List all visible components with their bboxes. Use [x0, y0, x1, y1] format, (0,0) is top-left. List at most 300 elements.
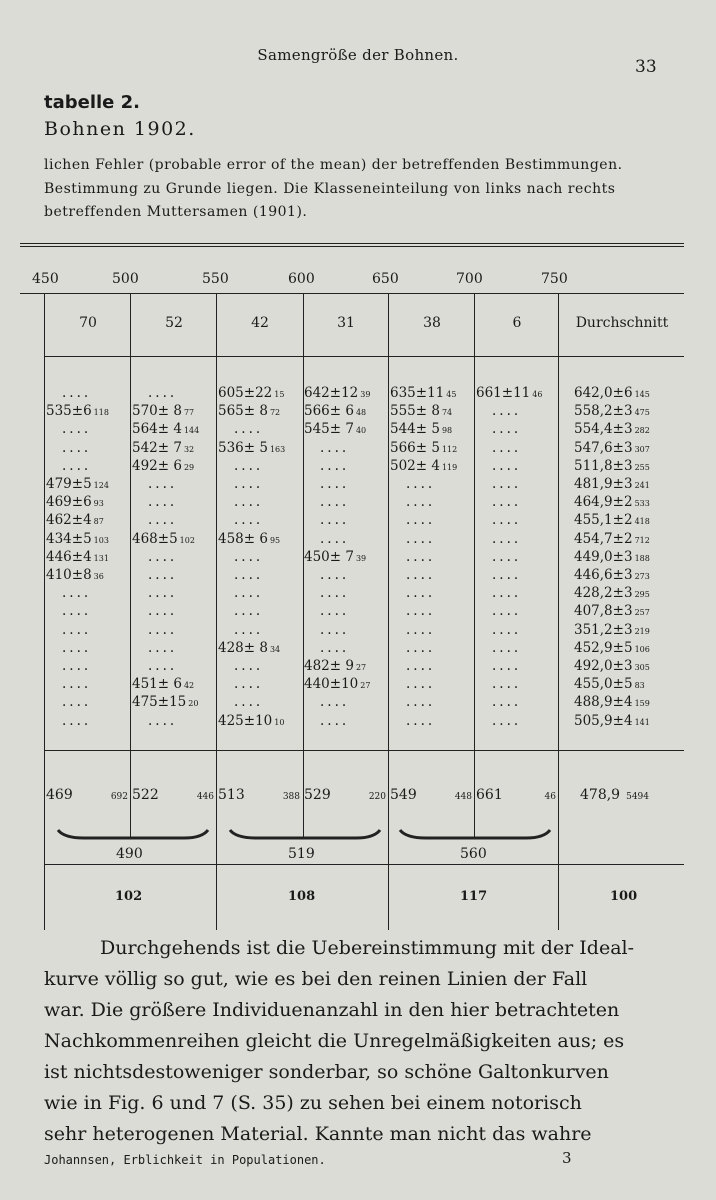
- empty-cell-dots: ....: [320, 494, 350, 511]
- cell-mean: 468±5: [132, 530, 178, 547]
- table-cell: [148, 494, 177, 510]
- cell-count: 72: [269, 408, 281, 418]
- table-cell: [320, 694, 349, 710]
- table-rule: [44, 864, 684, 865]
- cell-count: 305: [634, 663, 650, 672]
- empty-cell-dots: ....: [406, 712, 436, 729]
- cell-count: 273: [634, 572, 650, 581]
- table-cell: [148, 385, 177, 401]
- cell-count: 102: [179, 535, 195, 545]
- table-cell: [406, 658, 435, 674]
- empty-cell-dots: ....: [148, 494, 178, 511]
- empty-cell-dots: ....: [406, 694, 436, 711]
- cell-mean: 455,1±2: [574, 512, 633, 529]
- scale-label: 750: [541, 271, 568, 287]
- cell-count: 307: [634, 444, 650, 454]
- empty-cell-dots: ....: [234, 548, 264, 565]
- table-cell: [62, 458, 91, 474]
- empty-cell-dots: ....: [406, 603, 436, 620]
- table-cell: [304, 421, 366, 437]
- empty-cell-dots: ....: [492, 530, 522, 547]
- empty-cell-dots: ....: [320, 694, 350, 711]
- column-divider: [474, 293, 475, 838]
- cell-count: 131: [93, 553, 109, 563]
- table-cell: [234, 421, 263, 437]
- table-rule: [20, 243, 684, 244]
- table-cell: [234, 476, 263, 492]
- cell-mean: 481,9±3: [574, 476, 633, 492]
- table-cell: [148, 476, 177, 492]
- table-cell: [62, 421, 91, 437]
- cell-count: 93: [93, 499, 104, 509]
- table-cell: [390, 458, 457, 474]
- body-text-line: Durchgehends ist die Uebereinstimmung mit der Ideal-: [100, 937, 635, 959]
- cell-mean: 511,8±3: [574, 457, 633, 474]
- cell-mean: 455,0±5: [574, 676, 633, 693]
- empty-cell-dots: ....: [492, 603, 522, 620]
- cell-mean: 410±8: [46, 567, 92, 583]
- table-cell: [320, 640, 349, 656]
- column-header: 52: [165, 315, 183, 331]
- table-rule: [44, 356, 684, 357]
- table-cell: [492, 531, 521, 547]
- table-cell: [406, 585, 435, 601]
- table-cell: [132, 458, 194, 474]
- empty-cell-dots: ....: [492, 712, 522, 729]
- table-cell: [406, 676, 435, 692]
- empty-cell-dots: ....: [492, 494, 522, 511]
- cell-count: 418: [634, 517, 650, 527]
- cell-count: 46: [532, 390, 543, 399]
- column-header: 38: [423, 315, 441, 331]
- table-cell: [234, 676, 263, 692]
- body-text-line: war. Die größere Individuenanzahl in den hier betrachteten: [44, 999, 620, 1021]
- table-cell: [574, 713, 650, 729]
- empty-cell-dots: ....: [148, 603, 178, 620]
- table-cell: [390, 403, 452, 419]
- table-cell: [46, 531, 109, 547]
- table-cell: [574, 385, 650, 401]
- cell-count: 39: [360, 390, 371, 399]
- table-cell: [148, 512, 177, 528]
- cell-mean: 554,4±3: [574, 421, 633, 438]
- empty-cell-dots: ....: [234, 476, 264, 492]
- scale-label: 550: [202, 271, 229, 287]
- empty-cell-dots: ....: [148, 548, 178, 565]
- cell-mean: 446±4: [46, 548, 92, 565]
- table-subtitle: Bohnen 1902.: [44, 118, 196, 140]
- total-cell: [390, 787, 472, 803]
- empty-cell-dots: ....: [320, 603, 350, 620]
- pair-mean: 560: [460, 846, 487, 862]
- table-cell: [574, 640, 650, 656]
- cell-count: 98: [441, 426, 453, 436]
- cell-mean: 407,8±3: [574, 603, 633, 620]
- scale-label: 500: [112, 271, 139, 287]
- cell-count: 48: [355, 408, 367, 418]
- table-cell: [492, 640, 521, 656]
- table-cell: [218, 403, 280, 419]
- cell-mean: 488,9±4: [574, 694, 633, 711]
- table-cell: [574, 512, 650, 528]
- empty-cell-dots: ....: [406, 494, 436, 511]
- table-cell: [218, 531, 280, 547]
- cell-mean: 570± 8: [132, 403, 182, 420]
- empty-cell-dots: ....: [148, 712, 178, 729]
- table-cell: [148, 585, 177, 601]
- column-divider: [130, 293, 131, 838]
- table-cell: [234, 458, 263, 474]
- empty-cell-dots: ....: [320, 439, 350, 456]
- total-count: 448: [454, 792, 472, 802]
- table-cell: [492, 676, 521, 692]
- table-cell: [148, 603, 177, 619]
- total-count: 5494: [626, 792, 649, 802]
- table-cell: [320, 567, 349, 583]
- table-cell: [234, 567, 263, 583]
- cell-mean: 428,2±3: [574, 585, 633, 602]
- table-cell: [62, 440, 91, 456]
- table-cell: [46, 403, 109, 419]
- table-rule: [44, 750, 684, 751]
- cell-count: 36: [93, 572, 104, 581]
- cell-mean: 544± 5: [390, 421, 440, 438]
- total-count: 692: [110, 792, 128, 802]
- empty-cell-dots: ....: [492, 585, 522, 602]
- table-cell: [574, 549, 650, 565]
- cell-count: 39: [355, 553, 367, 563]
- cell-count: 32: [183, 444, 195, 454]
- empty-cell-dots: ....: [320, 639, 350, 656]
- total-mean: 469: [46, 787, 73, 803]
- cell-count: 83: [634, 681, 645, 691]
- cell-count: 112: [441, 444, 458, 454]
- table-rule: [20, 246, 684, 247]
- cell-mean: 434±5: [46, 530, 92, 547]
- empty-cell-dots: ....: [406, 476, 436, 492]
- table-cell: [574, 494, 650, 510]
- cell-count: 95: [269, 535, 281, 545]
- table-cell: [62, 676, 91, 692]
- table-cell: [492, 403, 521, 419]
- total-count: 220: [368, 792, 386, 802]
- table-cell: [46, 567, 104, 583]
- cell-mean: 635±11: [390, 385, 445, 401]
- total-cell: [304, 787, 386, 803]
- empty-cell-dots: ....: [320, 476, 350, 492]
- empty-cell-dots: ....: [492, 621, 522, 638]
- table-cell: [390, 385, 456, 401]
- table-cell: [304, 403, 366, 419]
- empty-cell-dots: ....: [148, 512, 178, 529]
- empty-cell-dots: ....: [320, 712, 350, 729]
- cell-count: 144: [183, 426, 200, 436]
- empty-cell-dots: ....: [62, 639, 92, 656]
- cell-mean: 502± 4: [390, 457, 440, 474]
- column-divider: [303, 293, 304, 838]
- cell-count: 74: [441, 408, 453, 418]
- total-mean: 529: [304, 787, 331, 803]
- running-title: Samengröße der Bohnen.: [257, 46, 459, 64]
- empty-cell-dots: ....: [406, 658, 436, 674]
- table-cell: [492, 694, 521, 710]
- cell-count: 124: [93, 481, 109, 490]
- table-cell: [132, 676, 194, 692]
- table-cell: [46, 549, 109, 565]
- table-cell: [132, 531, 195, 547]
- table-cell: [234, 603, 263, 619]
- empty-cell-dots: ....: [148, 621, 178, 638]
- table-cell: [492, 476, 521, 492]
- empty-cell-dots: ....: [320, 621, 350, 638]
- table-cell: [574, 658, 650, 674]
- table-cell: [492, 603, 521, 619]
- cell-count: 40: [355, 426, 367, 436]
- empty-cell-dots: ....: [234, 585, 264, 602]
- cell-count: 45: [446, 390, 457, 399]
- table-cell: [234, 694, 263, 710]
- table-cell: [320, 713, 349, 729]
- table-cell: [492, 421, 521, 437]
- cell-count: 145: [634, 390, 650, 399]
- cell-count: 29: [183, 462, 195, 472]
- empty-cell-dots: ....: [62, 439, 92, 456]
- cell-count: 188: [634, 553, 650, 563]
- empty-cell-dots: ....: [62, 694, 92, 711]
- cell-count: 295: [634, 590, 650, 600]
- cell-count: 15: [274, 390, 285, 399]
- table-cell: [320, 622, 349, 638]
- empty-cell-dots: ....: [320, 530, 350, 547]
- table-cell: [574, 458, 650, 474]
- table-cell: [320, 603, 349, 619]
- table-cell: [320, 440, 349, 456]
- cell-count: 27: [360, 681, 371, 691]
- cell-mean: 475±15: [132, 694, 187, 711]
- cell-mean: 482± 9: [304, 658, 354, 674]
- empty-cell-dots: ....: [492, 439, 522, 456]
- table-cell: [148, 567, 177, 583]
- total-mean: 549: [390, 787, 417, 803]
- empty-cell-dots: ....: [492, 403, 522, 420]
- cell-count: 533: [634, 499, 650, 509]
- column-header: 70: [79, 315, 97, 331]
- cell-count: 77: [183, 408, 195, 418]
- table-cell: [390, 421, 452, 437]
- table-cell: [148, 658, 177, 674]
- cell-mean: 351,2±3: [574, 621, 633, 638]
- cell-mean: 542± 7: [132, 439, 182, 456]
- table-cell: [406, 622, 435, 638]
- column-header: 31: [337, 315, 355, 331]
- empty-cell-dots: ....: [234, 694, 264, 711]
- total-mean: 661: [476, 787, 503, 803]
- cell-count: 119: [441, 462, 458, 472]
- cell-mean: 564± 4: [132, 421, 182, 438]
- percentage: 102: [115, 889, 143, 904]
- table-cell: [406, 531, 435, 547]
- cell-mean: 454,7±2: [574, 530, 633, 547]
- total-count: 446: [196, 792, 214, 802]
- table-cell: [62, 585, 91, 601]
- total-count: 388: [282, 792, 300, 802]
- cell-mean: 535±6: [46, 403, 92, 420]
- scale-label: 600: [288, 271, 315, 287]
- brace-mark: [230, 830, 380, 838]
- table-cell: [492, 494, 521, 510]
- cell-mean: 452,9±5: [574, 639, 633, 656]
- empty-cell-dots: ....: [148, 585, 178, 602]
- empty-cell-dots: ....: [148, 385, 178, 401]
- table-cell: [492, 585, 521, 601]
- empty-cell-dots: ....: [406, 530, 436, 547]
- table-cell: [406, 694, 435, 710]
- empty-cell-dots: ....: [406, 676, 436, 693]
- cell-count: 87: [93, 517, 104, 527]
- table-cell: [406, 603, 435, 619]
- empty-cell-dots: ....: [320, 567, 350, 583]
- intro-line: Bestimmung zu Grunde liegen. Die Klasseneinteilung von links nach rechts: [44, 181, 616, 197]
- cell-mean: 479±5: [46, 476, 92, 492]
- table-cell: [492, 440, 521, 456]
- table-cell: [218, 640, 280, 656]
- table-cell: [320, 585, 349, 601]
- cell-mean: 545± 7: [304, 421, 354, 438]
- cell-count: 103: [93, 535, 109, 545]
- cell-mean: 566± 5: [390, 439, 440, 456]
- table-cell: [574, 603, 650, 619]
- table-cell: [148, 713, 177, 729]
- cell-count: 219: [634, 626, 650, 636]
- table-cell: [320, 458, 349, 474]
- table-cell: [492, 658, 521, 674]
- table-cell: [218, 440, 285, 456]
- table-cell: [574, 476, 650, 492]
- table-cell: [390, 440, 457, 456]
- table-cell: [492, 512, 521, 528]
- signature-mark: 3: [562, 1149, 572, 1167]
- table-cell: [218, 385, 284, 401]
- table-cell: [234, 658, 263, 674]
- total-mean: 522: [132, 787, 159, 803]
- intro-line: lichen Fehler (probable error of the mean) der betreffenden Bestimmungen.: [44, 157, 623, 173]
- empty-cell-dots: ....: [148, 567, 178, 583]
- body-text-line: sehr heterogenen Material. Kannte man nicht das wahre: [44, 1123, 592, 1145]
- table-cell: [234, 494, 263, 510]
- empty-cell-dots: ....: [406, 512, 436, 529]
- empty-cell-dots: ....: [62, 621, 92, 638]
- table-cell: [148, 549, 177, 565]
- percentage: 117: [460, 889, 488, 904]
- table-cell: [46, 494, 104, 510]
- table-cell: [492, 458, 521, 474]
- empty-cell-dots: ....: [492, 457, 522, 474]
- empty-cell-dots: ....: [406, 621, 436, 638]
- empty-cell-dots: ....: [62, 421, 92, 438]
- table-cell: [304, 549, 366, 565]
- table-cell: [492, 713, 521, 729]
- cell-mean: 547,6±3: [574, 439, 633, 456]
- table-cell: [406, 713, 435, 729]
- scale-label: 700: [456, 271, 483, 287]
- table-cell: [406, 512, 435, 528]
- cell-mean: 558,2±3: [574, 403, 633, 420]
- empty-cell-dots: ....: [62, 712, 92, 729]
- body-text-line: ist nichtsdestoweniger sonderbar, so schöne Galtonkurven: [44, 1061, 609, 1083]
- empty-cell-dots: ....: [492, 694, 522, 711]
- cell-mean: 451± 6: [132, 676, 182, 693]
- cell-mean: 458± 6: [218, 530, 268, 547]
- table-cell: [492, 549, 521, 565]
- cell-mean: 449,0±3: [574, 548, 633, 565]
- cell-mean: 469±6: [46, 494, 92, 511]
- cell-mean: 642,0±6: [574, 385, 633, 401]
- cell-count: 712: [634, 535, 650, 545]
- cell-mean: 450± 7: [304, 548, 354, 565]
- table-cell: [476, 385, 542, 401]
- table-cell: [406, 567, 435, 583]
- body-text-line: wie in Fig. 6 und 7 (S. 35) zu sehen bei einem notorisch: [44, 1092, 582, 1114]
- scale-label: 650: [372, 271, 399, 287]
- table-cell: [132, 403, 194, 419]
- empty-cell-dots: ....: [234, 457, 264, 474]
- footer-text: Johannsen, Erblichkeit in Populationen.: [44, 1153, 326, 1167]
- cell-mean: 446,6±3: [574, 567, 633, 583]
- cell-mean: 492,0±3: [574, 658, 633, 674]
- cell-count: 141: [634, 717, 650, 727]
- cell-count: 20: [188, 699, 199, 709]
- empty-cell-dots: ....: [148, 476, 178, 492]
- empty-cell-dots: ....: [492, 567, 522, 583]
- table-cell: [148, 622, 177, 638]
- brace-mark: [400, 830, 550, 838]
- total-cell: [46, 787, 128, 803]
- table-cell: [320, 494, 349, 510]
- cell-mean: 605±22: [218, 385, 273, 401]
- empty-cell-dots: ....: [234, 658, 264, 674]
- empty-cell-dots: ....: [62, 658, 92, 674]
- table-cell: [234, 549, 263, 565]
- total-count: 46: [544, 792, 556, 802]
- cell-count: 42: [183, 681, 195, 691]
- total-cell: [580, 787, 680, 803]
- group-braces: [44, 826, 564, 846]
- cell-mean: 462±4: [46, 512, 92, 529]
- total-cell: [476, 787, 556, 803]
- empty-cell-dots: ....: [492, 421, 522, 438]
- table-cell: [574, 421, 650, 437]
- table-cell: [574, 531, 650, 547]
- empty-cell-dots: ....: [320, 585, 350, 602]
- table-cell: [62, 385, 91, 401]
- cell-mean: 492± 6: [132, 457, 182, 474]
- cell-count: 255: [634, 462, 650, 472]
- cell-mean: 661±11: [476, 385, 531, 401]
- empty-cell-dots: ....: [406, 585, 436, 602]
- percentage: 108: [288, 889, 316, 904]
- table-cell: [234, 622, 263, 638]
- empty-cell-dots: ....: [234, 494, 264, 511]
- table-cell: [320, 512, 349, 528]
- table-cell: [62, 694, 91, 710]
- empty-cell-dots: ....: [406, 567, 436, 583]
- empty-cell-dots: ....: [492, 676, 522, 693]
- cell-mean: 565± 8: [218, 403, 268, 420]
- table-cell: [574, 403, 650, 419]
- empty-cell-dots: ....: [62, 603, 92, 620]
- total-cell: [218, 787, 300, 803]
- table-cell: [304, 676, 370, 692]
